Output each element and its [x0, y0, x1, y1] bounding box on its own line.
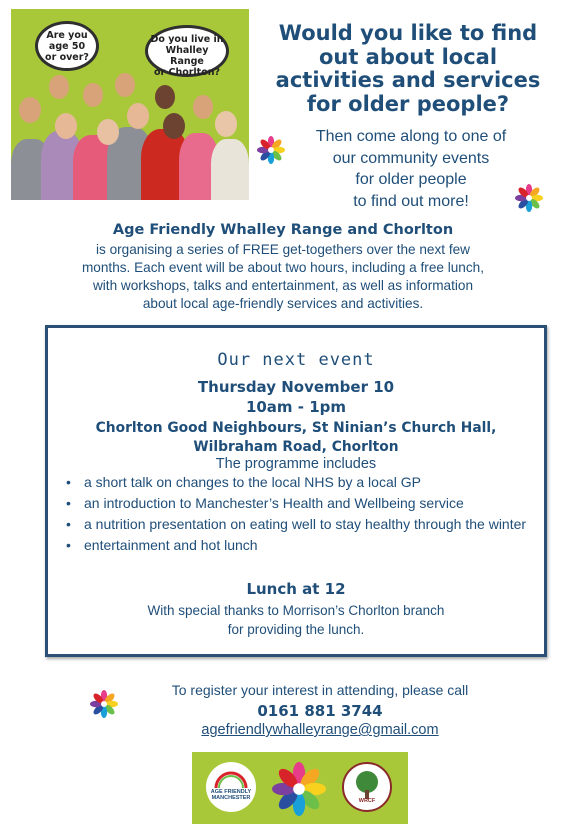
event-venue-line2: Wilbraham Road, Chorlton — [193, 439, 399, 455]
intro-text: Then come along to one of our community events for older people to find out more! — [315, 128, 507, 210]
speech-bubble-location: Do you live in Whalley Range or Chorlton? — [145, 25, 229, 77]
list-item: • entertainment and hot lunch — [66, 536, 536, 555]
organisation-name: Age Friendly Whalley Range and Chorlton — [112, 222, 454, 238]
list-item: • a nutrition presentation on eating well to stay healthy through the winter — [66, 515, 536, 534]
thanks-line1: With special thanks to Morrison’s Chorlton branch — [147, 603, 445, 618]
email-link[interactable]: agefriendlywhalleyrange@gmail.com — [201, 722, 439, 738]
phone-number[interactable]: 0161 881 3744 — [257, 702, 383, 720]
speech-bubble-age: Are you age 50 or over? — [35, 21, 99, 71]
programme-list — [66, 473, 536, 557]
age-friendly-manchester-logo: AGE FRIENDLY MANCHESTER — [206, 762, 256, 812]
event-venue-line1: Chorlton Good Neighbours, St Ninian’s Church Hall, — [95, 420, 497, 436]
event-heading: Our next event — [217, 350, 375, 370]
flower-logo-icon — [272, 762, 326, 816]
people-illustration — [11, 69, 249, 200]
list-item: • an introduction to Manchester’s Health and Wellbeing service — [66, 494, 536, 513]
thanks-line2: for providing the lunch. — [227, 622, 365, 637]
headline: Would you like to find out about local activities and services for older people? — [275, 21, 541, 116]
logo-strip — [192, 752, 408, 824]
description: is organising a series of FREE get-togethers over the next few months. Each event will be about two hours, including a free lunch, with workshops, talks and entertainment, as well as information about local age-friendly services and activities. — [81, 242, 484, 311]
event-date: Thursday November 10 — [197, 378, 395, 396]
event-box — [45, 325, 547, 657]
event-time: 10am - 1pm — [245, 398, 347, 416]
list-item: • a short talk on changes to the local NHS by a local GP — [66, 473, 536, 492]
lunch-time: Lunch at 12 — [246, 580, 346, 598]
wrcf-tree-logo: WRCF — [342, 762, 392, 812]
programme-intro: The programme includes — [215, 456, 377, 472]
group-photo — [11, 9, 249, 200]
register-text: To register your interest in attending, please call — [171, 682, 469, 698]
